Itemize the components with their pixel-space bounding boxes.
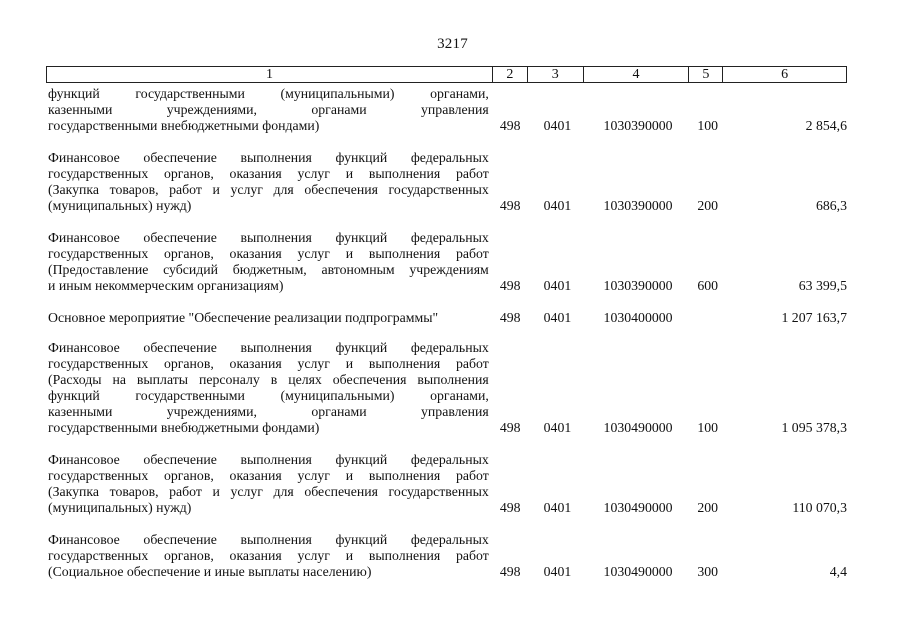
row-description — [46, 150, 491, 214]
header-col-6: 6 — [781, 67, 789, 82]
target-article: 1030490000 — [603, 500, 673, 515]
expense-type: 100 — [697, 118, 719, 133]
description-line: казенными учреждениями, органами управления — [48, 102, 489, 117]
table-row — [46, 86, 847, 134]
table-row — [46, 150, 847, 214]
admin-code: 498 — [499, 310, 521, 325]
table-row — [46, 340, 847, 436]
expense-type: 200 — [697, 198, 719, 213]
section-code: 0401 — [543, 500, 572, 515]
amount: 686,3 — [815, 198, 847, 213]
row-description — [46, 86, 491, 134]
amount: 4,4 — [829, 564, 847, 579]
amount: 63 399,5 — [798, 278, 847, 293]
expense-type: 600 — [697, 278, 719, 293]
header-col-3: 3 — [528, 67, 584, 82]
section-code: 0401 — [543, 310, 572, 325]
description-line: государственных органов, оказания услуг и выполнения работ — [48, 548, 489, 563]
description-line: (Расходы на выплаты персоналу в целях обеспечения выполнения — [48, 372, 489, 387]
description-line: (Социальное обеспечение и иные выплаты населению) — [48, 564, 372, 579]
section-code: 0401 — [543, 118, 572, 133]
expense-type: 200 — [697, 500, 719, 515]
description-line: (муниципальных) нужд) — [48, 198, 192, 213]
table-row — [46, 230, 847, 294]
page-number: 3217 — [437, 36, 468, 52]
amount: 1 207 163,7 — [781, 310, 847, 325]
description-line: и иным некоммерческим организациям) — [48, 278, 284, 293]
row-description — [46, 230, 491, 294]
description-line: функций государственными (муниципальными) органами, — [48, 86, 489, 101]
table-row — [46, 452, 847, 516]
row-description — [46, 452, 491, 516]
header-col-2: 2 — [493, 67, 528, 82]
description-line: государственных органов, оказания услуг и выполнения работ — [48, 166, 489, 181]
description-line: (Закупка товаров, работ и услуг для обеспечения государственных — [48, 182, 489, 197]
row-description — [46, 310, 491, 326]
admin-code: 498 — [499, 278, 521, 293]
header-col-5: 5 — [689, 67, 723, 82]
description-line: функций государственными (муниципальными) органами, — [48, 388, 489, 403]
description-line: Основное мероприятие "Обеспечение реализации подпрограммы" — [48, 310, 439, 325]
description-line: государственных органов, оказания услуг и выполнения работ — [48, 246, 489, 261]
target-article: 1030490000 — [603, 564, 673, 579]
description-line: государственных органов, оказания услуг и выполнения работ — [48, 468, 489, 483]
admin-code: 498 — [499, 198, 521, 213]
amount: 2 854,6 — [805, 118, 847, 133]
table-row — [46, 310, 847, 326]
target-article: 1030400000 — [603, 310, 673, 325]
description-line: государственными внебюджетными фондами) — [48, 118, 320, 133]
section-code: 0401 — [543, 564, 572, 579]
admin-code: 498 — [499, 118, 521, 133]
description-line: Финансовое обеспечение выполнения функций федеральных — [48, 452, 489, 467]
admin-code: 498 — [499, 564, 521, 579]
header-col-4: 4 — [584, 67, 690, 82]
description-line: Финансовое обеспечение выполнения функций федеральных — [48, 230, 489, 245]
description-line: казенными учреждениями, органами управления — [48, 404, 489, 419]
row-description — [46, 532, 491, 580]
target-article: 1030390000 — [603, 198, 673, 213]
target-article: 1030390000 — [603, 118, 673, 133]
description-line: государственными внебюджетными фондами) — [48, 420, 320, 435]
table-body — [46, 86, 847, 596]
admin-code: 498 — [499, 500, 521, 515]
table-row — [46, 532, 847, 580]
description-line: Финансовое обеспечение выполнения функций федеральных — [48, 532, 489, 547]
description-line: (муниципальных) нужд) — [48, 500, 192, 515]
description-line: Финансовое обеспечение выполнения функций федеральных — [48, 150, 489, 165]
description-line: (Закупка товаров, работ и услуг для обеспечения государственных — [48, 484, 489, 499]
expense-type: 100 — [697, 420, 719, 435]
amount: 1 095 378,3 — [781, 420, 847, 435]
header-col-1: 1 — [47, 67, 493, 82]
table-header — [46, 66, 847, 83]
section-code: 0401 — [543, 278, 572, 293]
row-description — [46, 340, 491, 436]
target-article: 1030490000 — [603, 420, 673, 435]
description-line: государственных органов, оказания услуг и выполнения работ — [48, 356, 489, 371]
admin-code: 498 — [499, 420, 521, 435]
section-code: 0401 — [543, 198, 572, 213]
section-code: 0401 — [543, 420, 572, 435]
description-line: (Предоставление субсидий бюджетным, автономным учреждениям — [48, 262, 489, 277]
description-line: Финансовое обеспечение выполнения функций федеральных — [48, 340, 489, 355]
amount: 110 070,3 — [792, 500, 847, 515]
expense-type: 300 — [697, 564, 719, 579]
target-article: 1030390000 — [603, 278, 673, 293]
